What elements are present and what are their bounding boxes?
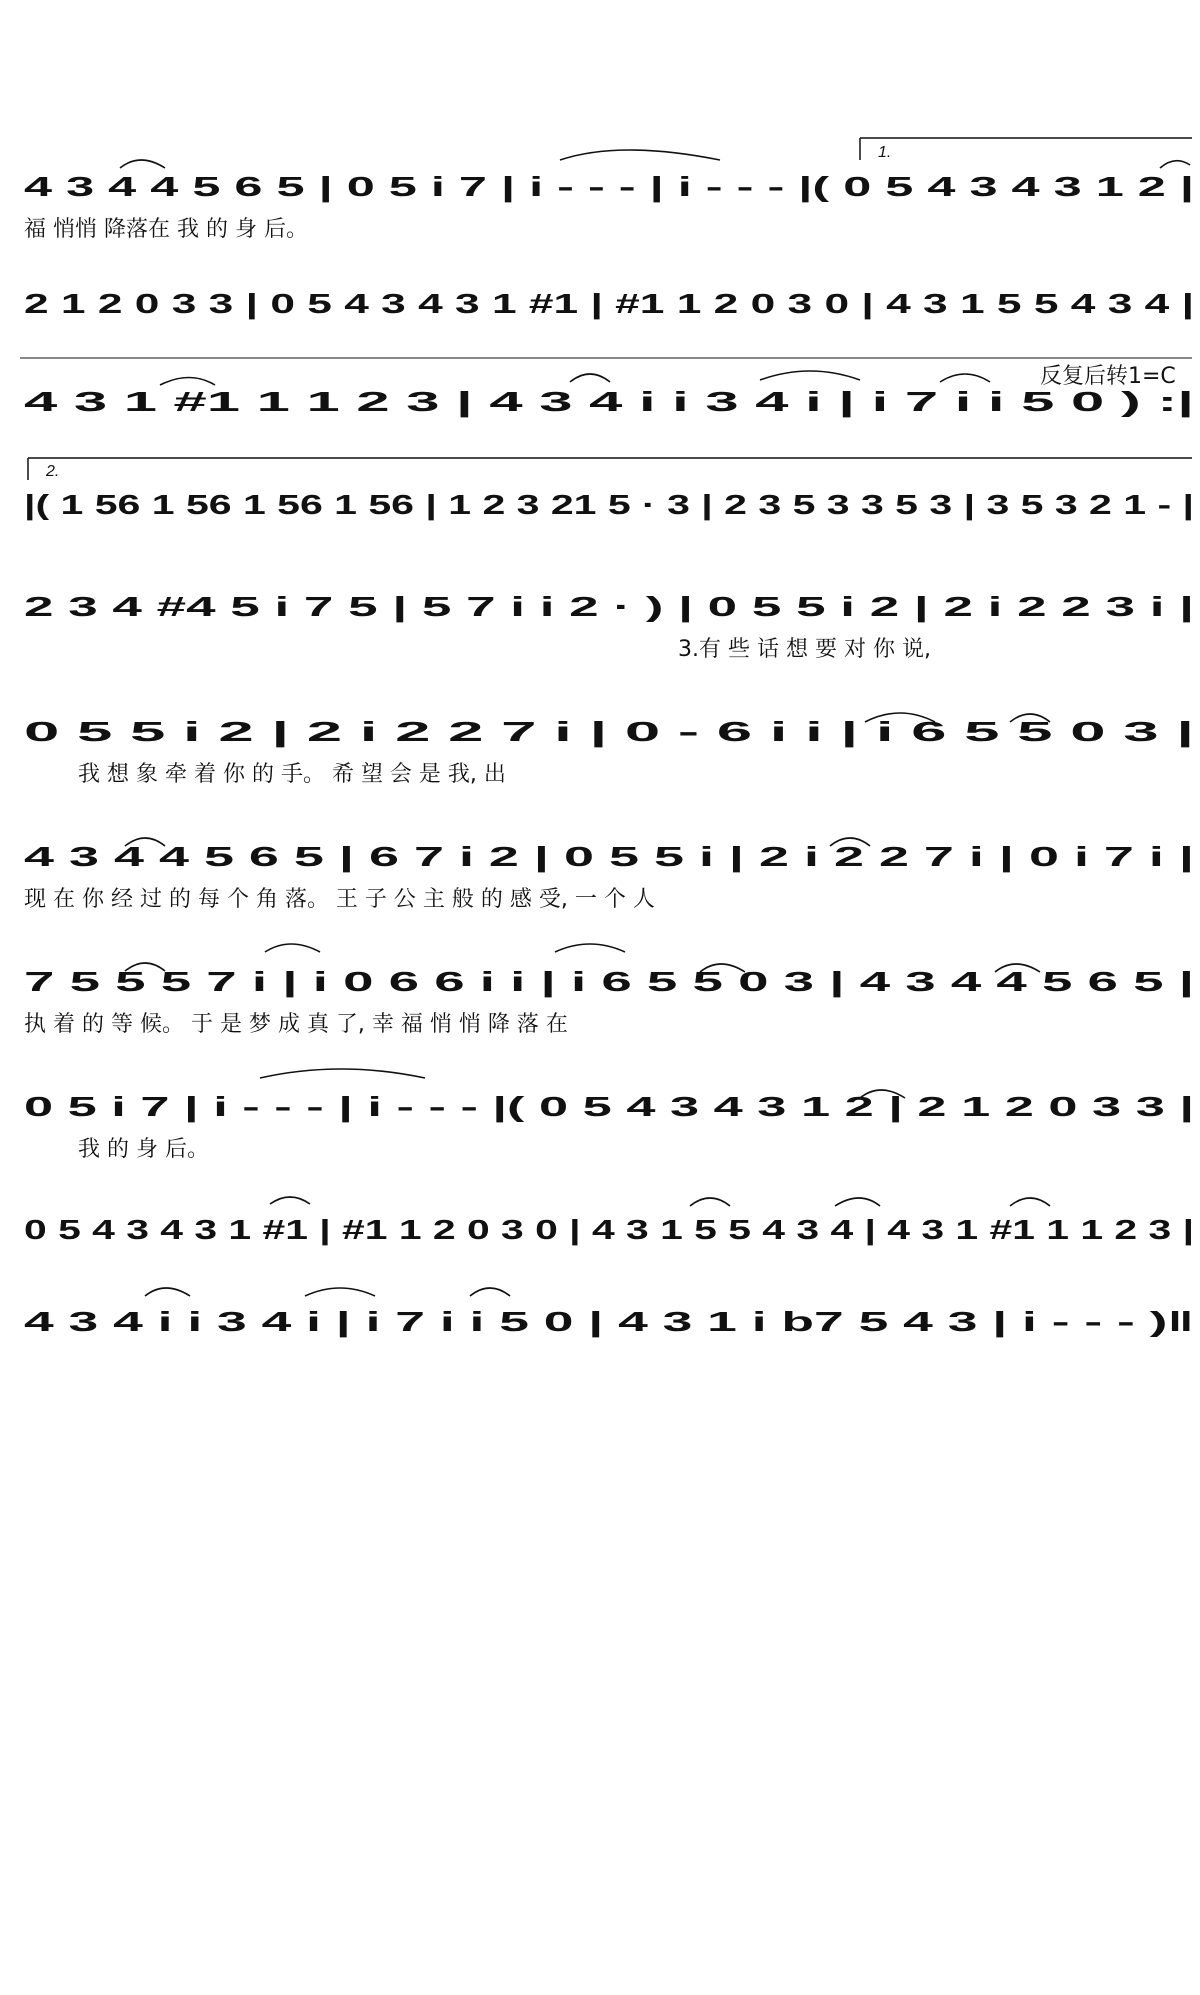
lyric-row-8: 执 着 的 等 候。 于 是 梦 成 真 了, 幸 福 悄 悄 降 落 在 [24, 1012, 568, 1037]
notation-row-1: 4 3 4 4 5 6 5 | 0 5 i 7 | i - - - | i - - - |( 0 5 4 3 4 3 1 2 | [24, 171, 1194, 202]
volta-2-label: 2. [46, 463, 60, 480]
volta-1-label: 1. [878, 144, 892, 161]
lyric-row-1: 福 悄悄 降落在 我 的 身 后。 [24, 217, 308, 242]
notation-row-11: 4 3 4 i i 3 4 i | i 7 i i 5 0 | 4 3 1 i b7 5 4 3 | i - - - )‖ [24, 1306, 1194, 1337]
lyric-row-7: 现 在 你 经 过 的 每 个 角 落。 王 子 公 主 般 的 感 受, 一 个 人 [24, 887, 655, 912]
notation-row-4: |( 1 56 1 56 1 56 1 56 | 1 2 3 21 5 · 3 | 2 3 5 3 3 5 3 | 3 5 3 2 1 - | [24, 489, 1194, 520]
notation-row-5: 2 3 4 #4 5 i 7 5 | 5 7 i i 2 · ) | 0 5 5 i 2 | 2 i 2 2 3 i | [24, 591, 1194, 622]
key-change-text: 反复后转1=C [1040, 364, 1176, 389]
volta-2-bracket [28, 458, 1192, 480]
notation-row-10: 0 5 4 3 4 3 1 #1 | #1 1 2 0 3 0 | 4 3 1 5 5 4 3 4 | 4 3 1 #1 1 1 2 3 | [24, 1214, 1194, 1245]
notation-row-9: 0 5 i 7 | i - - - | i - - - |( 0 5 4 3 4 3 1 2 | 2 1 2 0 3 3 | [24, 1091, 1194, 1122]
notation-row-2: 2 1 2 0 3 3 | 0 5 4 3 4 3 1 #1 | #1 1 2 0 3 0 | 4 3 1 5 5 4 3 4 | [24, 288, 1194, 319]
notation-row-3: 4 3 1 #1 1 1 2 3 | 4 3 4 i i 3 4 i | i 7 i i 5 0 ) :| [24, 386, 1194, 417]
volta-1-bracket [860, 138, 1192, 161]
key-change-annotation [20, 358, 1192, 389]
notation-row-7: 4 3 4 4 5 6 5 | 6 7 i 2 | 0 5 5 i | 2 i 2 2 7 i | 0 i 7 i | [24, 841, 1194, 872]
lyric-row-5: 3.有 些 话 想 要 对 你 说, [678, 637, 931, 662]
lyric-row-9: 我 的 身 后。 [78, 1137, 209, 1162]
lyric-row-6: 我 想 象 牵 着 你 的 手。 希 望 会 是 我, 出 [78, 762, 506, 787]
notation-row-6: 0 5 5 i 2 | 2 i 2 2 7 i | 0 - 6 i i | i 6 5 5 0 3 | [24, 716, 1194, 747]
notation-row-8: 7 5 5 5 7 i | i 0 6 6 i i | i 6 5 5 0 3 | 4 3 4 4 5 6 5 | [24, 966, 1194, 997]
